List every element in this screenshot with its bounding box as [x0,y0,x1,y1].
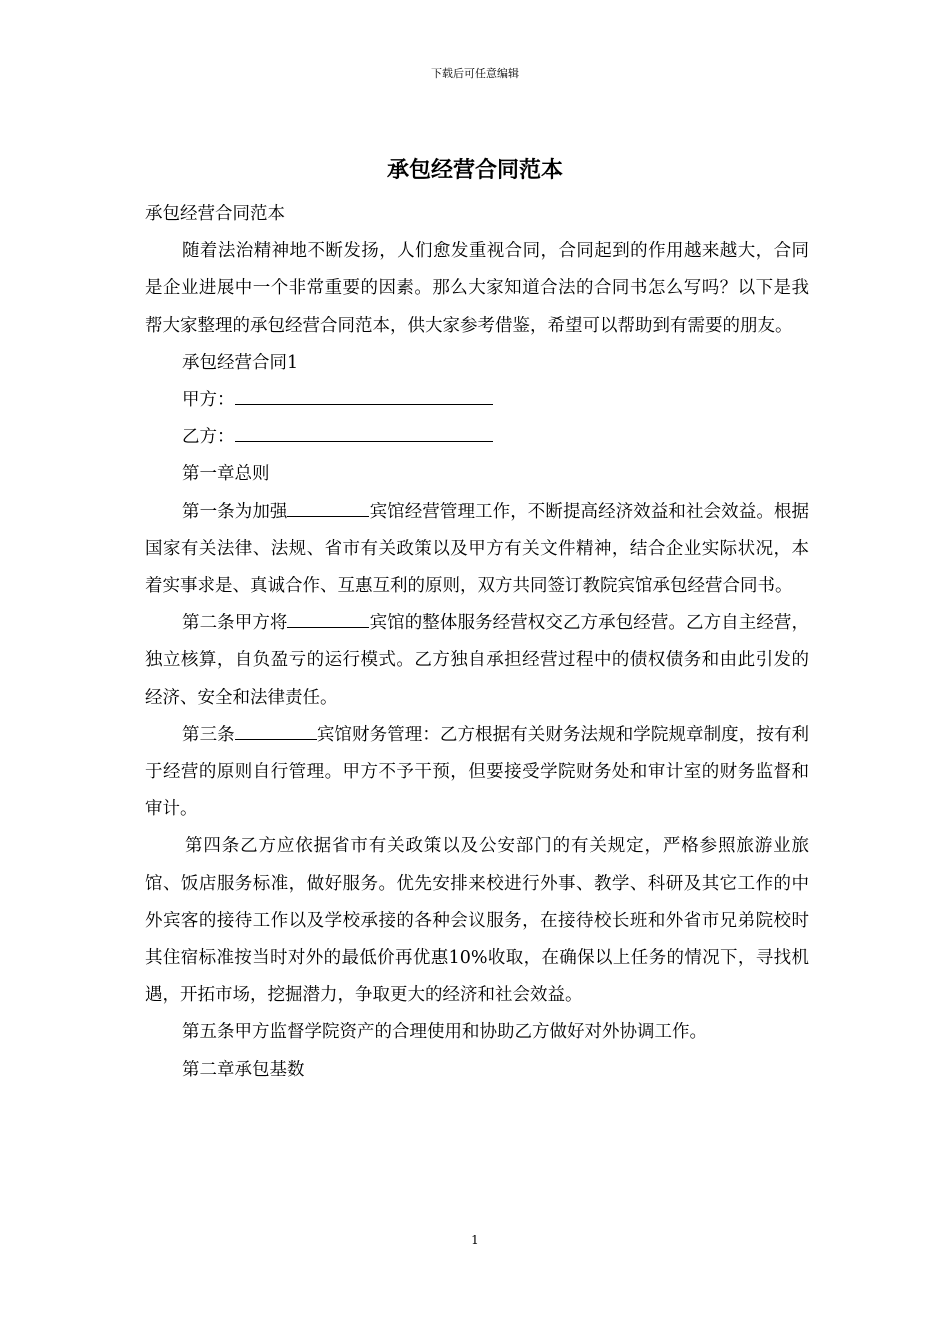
article-1-prefix: 第一条为加强 [182,501,288,522]
party-a-line [145,382,809,419]
intro-paragraph: 随着法治精神地不断发扬，人们愈发重视合同，合同起到的作用越来越大，合同是企业进展中一个非常重要的因素。那么大家知道合法的合同书怎么写吗？以下是我帮大家整理的承包经营合同范本，供大家参考借鉴，希望可以帮助到有需要的朋友。 [145,241,809,336]
page-number: 1 [471,1233,479,1247]
article-1-text: 宾馆经营管理工作，不断提高经济效益和社会效益。根据国家有关法律、法规、省市有关政策以及甲方有关文件精神，结合企业实际状况，本着实事求是、真诚合作、互惠互利的原则，双方共同签订教院宾馆承包经营合同书。 [145,501,809,597]
article-3-text: 宾馆财务管理：乙方根据有关财务法规和学院规章制度，按有利于经营的原则自行管理。甲方不予干预，但要接受学院财务处和审计室的财务监督和审计。 [145,724,810,820]
page-header-note: 下载后可任意编辑 [431,67,519,80]
article-1-blank[interactable] [287,496,369,517]
document-title: 承包经营合同范本 [386,157,563,183]
article-5: 第五条甲方监督学院资产的合理使用和协助乙方做好对外协调工作。 [182,1022,707,1043]
article-2-prefix: 第二条甲方将 [182,613,288,634]
contract-heading: 承包经营合同1 [182,352,299,373]
article-4: 第四条乙方应依据省市有关政策以及公安部门的有关规定，严格参照旅游业旅馆、饭店服务标准，做好服务。优先安排来校进行外事、教学、科研及其它工作的中外宾客的接待工作以及学校承接的各种会议服务，在接待校长班和外省市兄弟院校时其住宿标准按当时对外的最低价再优惠10%收取，在确保以上任务的情况下，寻找机遇，开拓市场，挖掘潜力，争取更大的经济和社会效益。 [145,836,809,1006]
article-2-text: 宾馆的整体服务经营权交乙方承包经营。乙方自主经营，独立核算，自负盈亏的运行模式。乙方独自承担经营过程中的债权债务和由此引发的经济、安全和法律责任。 [145,613,809,708]
article-2-blank[interactable] [287,607,369,628]
chapter-2-heading: 第二章承包基数 [182,1059,305,1080]
document-body [145,196,809,1089]
party-b-line [145,419,809,456]
party-a-label: 甲方： [182,390,235,411]
article-1 [145,494,809,606]
document-subtitle: 承包经营合同范本 [145,204,285,224]
party-b-label: 乙方： [182,427,235,448]
article-3-blank[interactable] [235,719,317,740]
chapter-1-heading: 第一章总则 [182,464,270,485]
article-2 [145,605,809,717]
party-a-blank[interactable] [235,384,493,405]
article-3-prefix: 第三条 [182,724,235,745]
article-3 [145,717,809,829]
party-b-blank[interactable] [235,421,493,442]
